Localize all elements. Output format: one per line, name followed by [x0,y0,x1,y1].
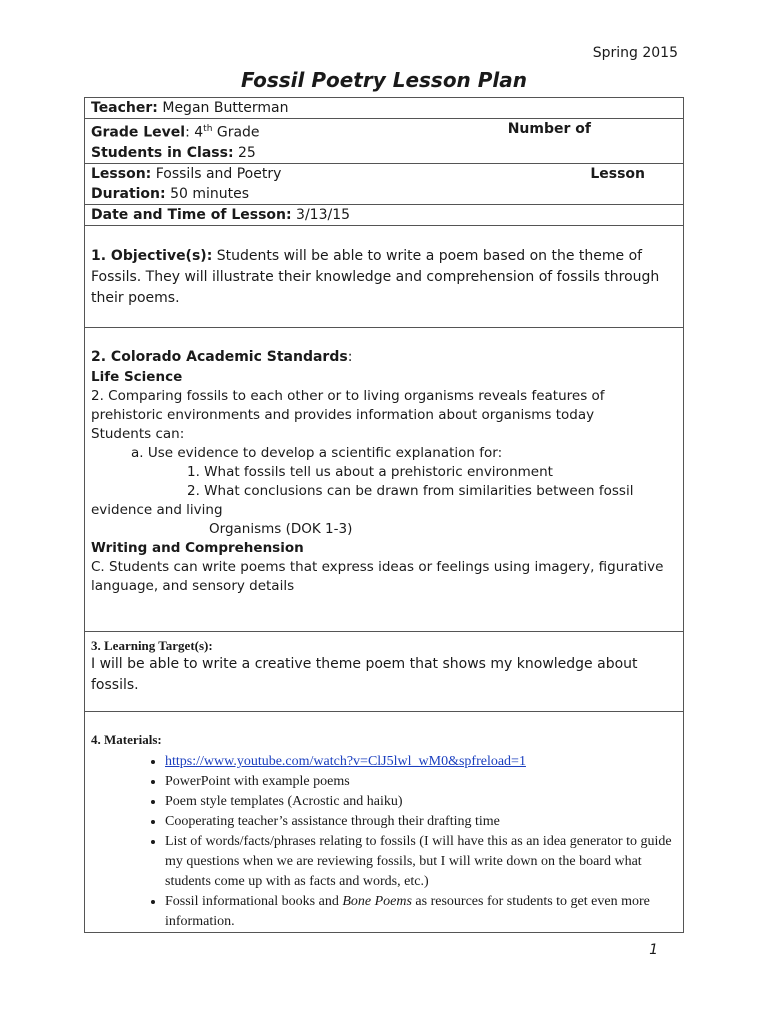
date-row [85,205,683,226]
materials-heading: 4. Materials: [91,731,162,747]
standard-text-2: Students can: [91,425,185,442]
list-item: • Cooperating teacher’s assistance through their drafting time [165,812,677,832]
objective-text: Students will be able to write a poem based on the theme of Fossils. They will illustrate their knowledge and comprehension of fossils through their poems. [91,247,660,306]
grade-label: Grade Level [91,124,186,141]
grade-number: 4 [194,124,204,141]
materials-list [91,752,677,932]
objective-heading: 1. Objective(s): [91,247,213,264]
page-title: Fossil Poetry Lesson Plan [240,68,528,92]
teacher-label: Teacher: [91,100,158,116]
standard-text-7: C. Students can write poems that express ideas or feelings using imagery, figurative language, and sensory details [91,558,664,594]
list-item: • List of words/facts/phrases relating to fossils (I will have this as an idea generator to guide my questions when we are reviewing fossils, but I will write down on the board what students come up with as facts and words, etc.) [165,832,677,892]
material-text-c: as resources for students to get even more information. [165,893,650,929]
materials-section [85,712,683,932]
standards-heading: 2. Colorado Academic Standards [91,348,348,365]
book-title: Bone Poems [342,893,412,909]
duration-value: 50 minutes [170,185,250,202]
list-item [165,892,677,932]
standard-text-3: a. Use evidence to develop a scientific explanation for: [131,444,503,461]
lesson-right-label: Lesson [590,165,645,182]
date-value: 3/13/15 [296,206,351,223]
lesson-name: Fossils and Poetry [155,165,282,182]
writing-heading: Writing and Comprehension [91,539,304,556]
term-label: Spring 2015 [592,45,678,61]
learning-target-text: I will be able to write a creative theme poem that shows my knowledge about fossils. [91,655,638,693]
standard-text-6: Organisms (DOK 1-3) [209,520,353,537]
standards-section [85,328,683,632]
grade-suffix: th [203,124,213,134]
life-science-heading: Life Science [91,368,183,385]
learning-target-section [85,632,683,712]
list-item: • Poem style templates (Acrostic and haiku) [165,792,677,812]
video-link[interactable]: https://www.youtube.com/watch?v=ClJ5lwl_wM0&spfreload=1 [165,753,526,769]
list-item: • PowerPoint with example poems [165,772,677,792]
lesson-label: Lesson: [91,165,152,182]
list-item [165,752,677,772]
objective-section [85,226,683,328]
page-number: 1 [649,942,658,958]
students-count: 25 [238,144,256,161]
learning-target-heading: 3. Learning Target(s): [91,637,213,653]
lesson-plan-table [84,97,684,933]
material-text-a: Fossil informational books and [165,893,343,909]
lesson-row [85,164,683,205]
grade-word: Grade [216,124,260,141]
standard-text-5: 2. What conclusions can be drawn from similarities between fossil evidence and living [91,482,634,518]
standards-colon: : [347,348,353,365]
duration-label: Duration: [91,185,166,202]
date-label: Date and Time of Lesson: [91,206,292,223]
standard-text-4: 1. What fossils tell us about a prehistoric environment [187,463,553,480]
grade-row: Grade Level: 4th Grade Number of Students in Class: 25 [85,119,683,164]
teacher-name: Megan Butterman [162,100,289,116]
students-label: Students in Class: [91,144,234,161]
number-of-label: Number of [507,121,591,137]
standard-text-1: 2. Comparing fossils to each other or to living organisms reveals features of prehistoric environments and provides information about organisms today [91,387,605,423]
teacher-row [85,98,683,119]
